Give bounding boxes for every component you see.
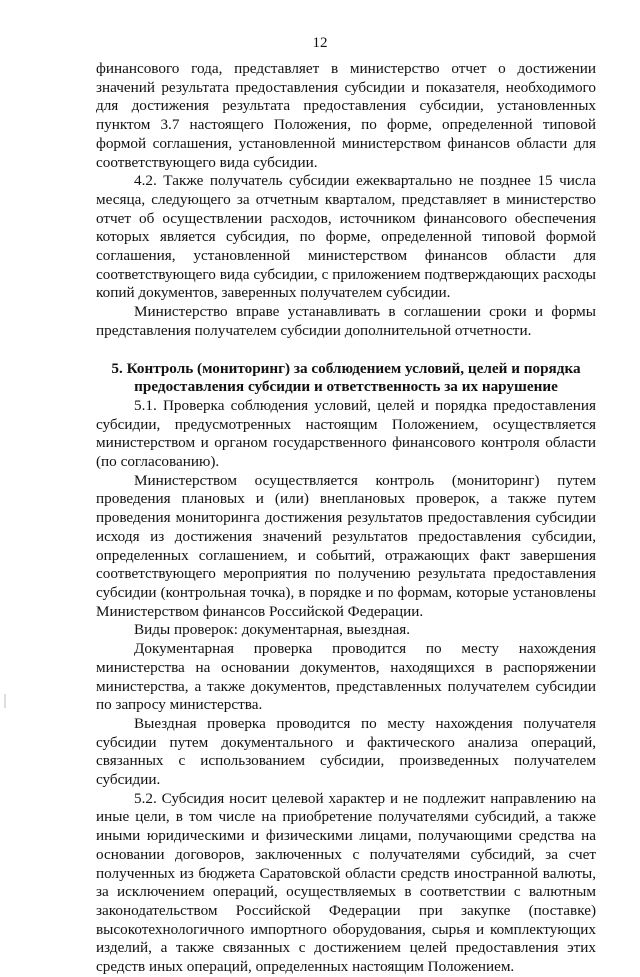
paragraph-5-2: 5.2. Субсидия носит целевой характер и не подлежит направлению на иные цели, в том числе на приобретение получателями субсидий, а также иными юридическими и физическими лицами, получающими средства на основании договоров, заключенных с получателями субсидий, за счет полученных из бюджета Саратовской области средств иностранной валюты, за исключением операций, осуществляемых в соответствии с валютным законодательством Российской Федерации при закупке (поставке) высокотехнологичного импортного оборудования, сырья и комплектующих изделий, а также связанных с достижением целей предоставления этих средств иных операций, определенных настоящим Положением. <box>96 789 596 976</box>
paragraph-check-types: Виды проверок: документарная, выездная. <box>134 621 411 639</box>
paragraph-5-1: 5.1. Проверка соблюдения условий, целей и порядка предоставления субсидии, предусмотренных настоящим Положением, осуществляется министерством и органом государственного финансового контроля области (по согласованию). <box>96 396 596 471</box>
section-heading: 5. Контроль (мониторинг) за соблюдением условий, целей и порядка предоставления субсидии и ответственность за их нарушение <box>111 359 581 396</box>
scan-mark <box>4 694 6 708</box>
paragraph-field-check: Выездная проверка проводится по месту нахождения получателя субсидии путем документального и фактического анализа операций, связанных с использованием субсидии, произведенных получателем субсидии. <box>96 714 596 789</box>
page-number: 12 <box>312 35 328 51</box>
document-body <box>96 60 596 977</box>
paragraph-4-2: 4.2. Также получатель субсидии ежеквартально не позднее 15 числа месяца, следующего за отчетным кварталом, представляет в министерство отчет об осуществлении расходов, источником финансового обеспечения которых является субсидия, по форме, определенной типовой формой соглашения, установленной министерством финансов области для соответствующего вида субсидии, с приложением подтверждающих расходы копий документов, заверенных получателем субсидии. <box>96 172 596 302</box>
paragraph-document-check: Документарная проверка проводится по месту нахождения министерства на основании документов, находящихся в распоряжении министерства, а также документов, представленных получателем субсидии по запросу министерства. <box>96 640 596 714</box>
paragraph-reporting-terms: Министерство вправе устанавливать в соглашении сроки и формы представления получателем субсидии дополнительной отчетности. <box>96 303 596 339</box>
paragraph-monitoring: Министерством осуществляется контроль (мониторинг) путем проведения плановых и (или) внеплановых проверок, а также путем проведения мониторинга достижения результатов предоставления субсидии исходя из достижения значений результатов предоставления субсидии, определенных соглашением, и событий, отражающих факт завершения соответствующего мероприятия по получению результата предоставления субсидии (контрольная точка), в порядке и по формам, которые установлены Министерством финансов Российской Федерации. <box>96 471 596 620</box>
paragraph-continuation: финансового года, представляет в министерство отчет о достижении значений результата предоставления субсидии и показателя, необходимого для достижения результата предоставления субсидии, установленных пунктом 3.7 настоящего Положения, по форме, определенной типовой формой соглашения, установленной министерством финансов области для соответствующего вида субсидии. <box>96 60 596 171</box>
